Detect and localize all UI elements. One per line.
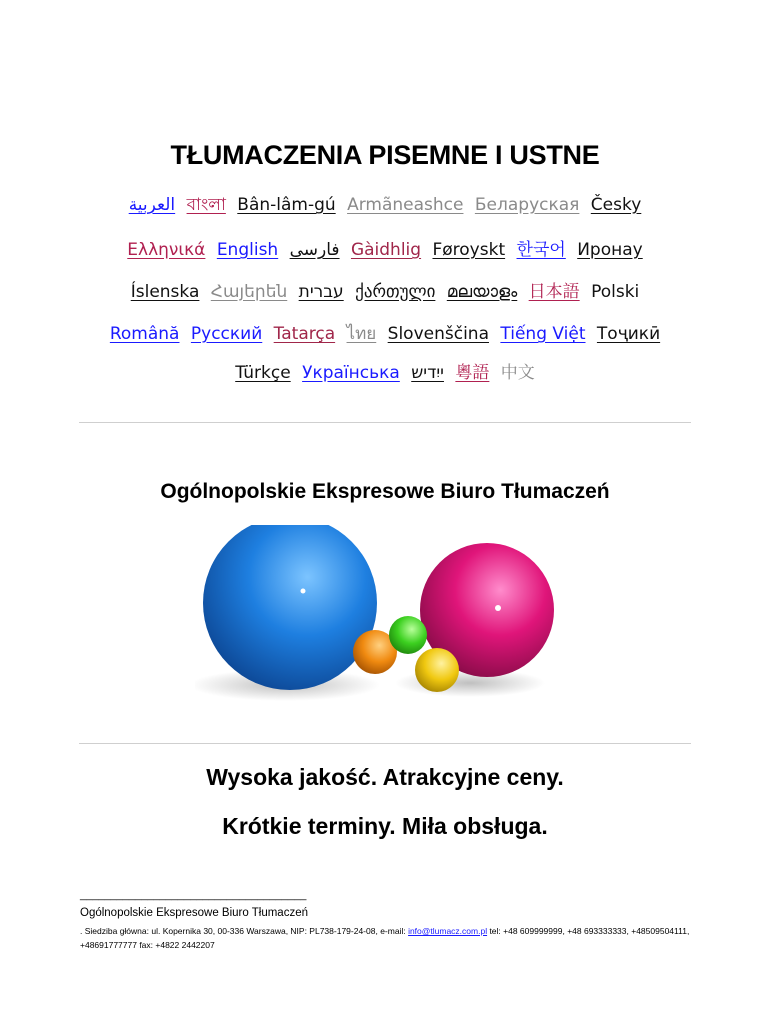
- language-row-5: [0, 358, 770, 383]
- language-link-chinese[interactable]: 中文: [500, 363, 535, 383]
- language-link-icelandic[interactable]: Íslenska: [130, 282, 200, 302]
- language-link-english[interactable]: English: [216, 240, 279, 260]
- language-link-hebrew[interactable]: עברית: [298, 282, 344, 302]
- language-row-4: [0, 320, 770, 347]
- blue-ball: [203, 525, 377, 690]
- language-link-yiddish[interactable]: ייִדיש: [411, 363, 444, 383]
- language-link-russian[interactable]: Русский: [190, 324, 263, 344]
- language-link-ukrainian[interactable]: Українська: [302, 363, 400, 383]
- footer-company-name: Ogólnopolskie Ekspresowe Biuro Tłumaczeń: [80, 907, 308, 919]
- divider-top: [79, 422, 691, 423]
- language-row-1: [0, 192, 770, 220]
- language-link-gaelic[interactable]: Gàidhlig: [350, 240, 422, 260]
- language-link-japanese[interactable]: 日本語: [528, 282, 580, 302]
- language-link-vietnamese[interactable]: Tiếng Việt: [500, 324, 586, 344]
- language-link-armenian[interactable]: Հայերեն: [210, 282, 288, 302]
- language-link-tatar[interactable]: Tatarça: [273, 324, 336, 344]
- footer-separator: _____________________________________: [80, 889, 307, 901]
- footer-address: [80, 924, 690, 952]
- language-link-tajik[interactable]: Тоҷикӣ: [596, 324, 661, 344]
- language-link-slovenian[interactable]: Slovenščina: [387, 324, 489, 344]
- page-title: TŁUMACZENIA PISEMNE I USTNE: [170, 140, 600, 170]
- language-row-3: [0, 277, 770, 302]
- company-heading: Ogólnopolskie Ekspresowe Biuro Tłumaczeń: [160, 480, 610, 503]
- footer-address-text: . Siedziba główna: ul. Kopernika 30, 00-336 Warszawa, NIP: PL738-179-24-08, e-mail:: [80, 926, 409, 936]
- language-link-cantonese[interactable]: 粵語: [455, 363, 490, 383]
- language-link-arabic[interactable]: العربية: [128, 195, 176, 215]
- language-link-korean[interactable]: 한국어: [516, 240, 566, 260]
- footer-phones: tel: +48 609999999, +48 693333333, +48509504111, +48691777777 fax: +4822 2442207: [80, 926, 690, 950]
- green-ball: [389, 616, 427, 654]
- language-link-bengali[interactable]: বাংলা: [186, 195, 226, 215]
- blue-ball-highlight: [301, 589, 306, 594]
- language-link-thai[interactable]: ไทย: [346, 324, 377, 344]
- language-link-malayalam[interactable]: മലയാളം: [446, 282, 518, 302]
- footer-email-link[interactable]: info@tlumacz.com.pl: [408, 926, 488, 936]
- slogan-line-1: Wysoka jakość. Atrakcyjne ceny.: [206, 764, 564, 790]
- language-link-ossetian[interactable]: Иронау: [577, 240, 643, 260]
- language-link-belarusian[interactable]: Беларуская: [474, 195, 580, 215]
- language-link-aromanian[interactable]: Armãneashce: [347, 195, 464, 215]
- language-link-polish[interactable]: Polski: [591, 282, 640, 302]
- language-link-min-nan[interactable]: Bân-lâm-gú: [237, 195, 336, 215]
- pink-ball-highlight: [495, 605, 501, 611]
- language-link-czech[interactable]: Česky: [590, 195, 642, 215]
- colored-balls-illustration: [195, 525, 560, 710]
- divider-bottom: [79, 743, 691, 744]
- language-link-georgian[interactable]: ქართული: [355, 282, 436, 302]
- yellow-ball: [415, 648, 459, 692]
- language-link-greek[interactable]: Ελληνικά: [127, 240, 206, 260]
- language-link-romanian[interactable]: Română: [109, 324, 180, 344]
- language-row-2: [0, 235, 770, 260]
- language-link-faroese[interactable]: Føroyskt: [432, 240, 506, 260]
- language-link-turkish[interactable]: Türkçe: [235, 363, 291, 383]
- language-link-persian[interactable]: فارسی: [289, 240, 340, 260]
- slogan-line-2: Krótkie terminy. Miła obsługa.: [222, 813, 548, 839]
